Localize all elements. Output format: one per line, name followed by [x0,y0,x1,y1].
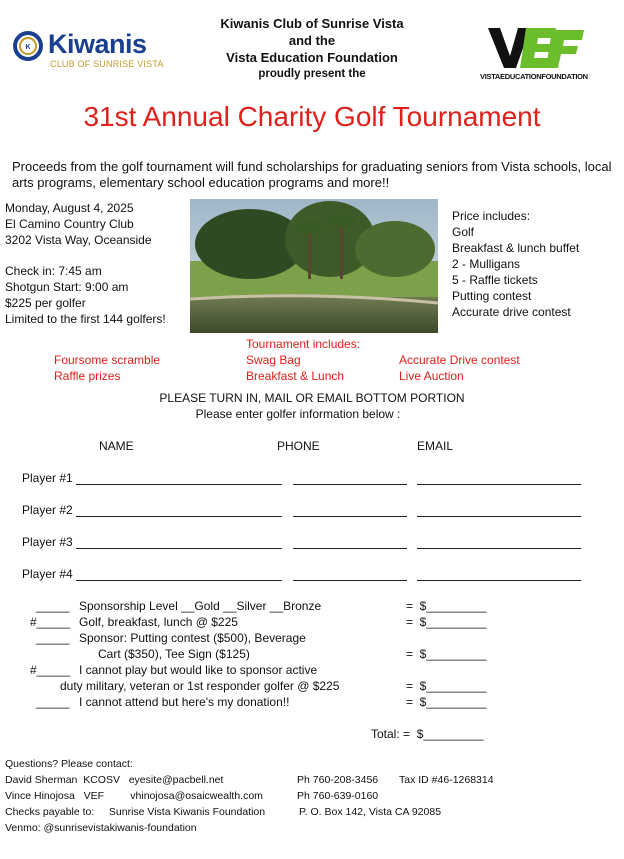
player-name-field[interactable] [76,548,282,549]
header-line-3: Vista Education Foundation [226,50,398,65]
player-label: Player #1 [22,471,73,485]
price-item: 5 - Raffle tickets [452,273,538,287]
enter-info-instructions: Please enter golfer information below : [195,407,401,421]
tournament-item: Live Auction [399,369,464,383]
price-item: Golf [452,225,475,239]
price-item: Breakfast & lunch buffet [452,241,580,255]
tournament-item: Swag Bag [246,353,301,367]
player-name-field[interactable] [76,516,282,517]
event-venue: El Camino Country Club [5,217,134,231]
tournament-item: Breakfast & Lunch [246,369,345,383]
option-amount[interactable]: = $_________ [406,679,487,693]
column-name: NAME [99,439,134,453]
vef-logo [478,26,596,86]
page-title: 31st Annual Charity Golf Tournament [83,101,541,132]
intro-text: Proceeds from the golf tournament will fund scholarships for graduating seniors from Vista schools, local arts programs, elementary school education programs and more!! [12,159,612,190]
option-text: Cart ($350), Tee Sign ($125) [98,647,250,661]
player-email-field[interactable] [417,580,581,581]
header-line-2: and the [288,33,336,48]
event-shotgun: Shotgun Start: 9:00 am [5,280,129,294]
option-text: Sponsor: Putting contest ($500), Beverage [79,631,306,645]
tournament-item: Foursome scramble [54,353,161,367]
option-text: duty military, veteran or 1st responder golfer @ $225 [60,679,340,693]
event-limit: Limited to the first 144 golfers! [5,312,166,326]
option-amount[interactable]: = $_________ [406,599,487,613]
kiwanis-logo [12,28,182,72]
golf-course-photo [190,199,438,333]
player-phone-field[interactable] [293,548,407,549]
player-email-field[interactable] [417,484,581,485]
vef-mark-icon [486,26,586,70]
mailing-address: P. O. Box 142, Vista CA 92085 [299,806,442,818]
player-phone-field[interactable] [293,516,407,517]
player-label: Player #2 [22,503,73,517]
option-prefix[interactable]: _____ [36,695,70,709]
tournament-item: Raffle prizes [54,369,121,383]
option-amount[interactable]: = $_________ [406,695,487,709]
price-item: Putting contest [452,289,532,303]
option-prefix[interactable]: _____ [36,631,70,645]
player-name-field[interactable] [76,580,282,581]
price-item: 2 - Mulligans [452,257,521,271]
header-line-1: Kiwanis Club of Sunrise Vista [220,16,404,31]
svg-text:K: K [25,44,31,51]
checks-payable: Checks payable to: Sunrise Vista Kiwanis Foundation [5,806,266,818]
player-email-field[interactable] [417,516,581,517]
event-checkin: Check in: 7:45 am [5,264,102,278]
option-text: Golf, breakfast, lunch @ $225 [79,615,238,629]
column-email: EMAIL [417,439,454,453]
player-phone-field[interactable] [293,484,407,485]
price-item: Accurate drive contest [452,305,571,319]
option-prefix[interactable]: _____ [36,599,70,613]
contact-sherman-phone: Ph 760-208-3456 [297,774,379,786]
option-amount[interactable]: = $_________ [406,615,487,629]
player-phone-field[interactable] [293,580,407,581]
contact-heading: Questions? Please contact: [5,758,133,770]
price-includes-heading: Price includes: [452,209,531,223]
option-text: Sponsorship Level __Gold __Silver __Bronze [79,599,322,613]
contact-hinojosa-phone: Ph 760-639-0160 [297,790,379,802]
event-date: Monday, August 4, 2025 [5,201,134,215]
event-price: $225 per golfer [5,296,86,310]
kiwanis-club-name: CLUB OF SUNRISE VISTA [50,59,164,69]
option-text: I cannot play but would like to sponsor active [79,663,318,677]
player-label: Player #4 [22,567,73,581]
option-text: I cannot attend but here's my donation!! [79,695,290,709]
option-amount[interactable]: = $_________ [406,647,487,661]
player-email-field[interactable] [417,548,581,549]
total-amount[interactable]: Total: = $_________ [371,727,484,741]
venmo-handle: Venmo: @sunrisevistakiwanis-foundation [5,822,197,834]
turn-in-instructions: PLEASE TURN IN, MAIL OR EMAIL BOTTOM PORTION [159,391,465,405]
player-label: Player #3 [22,535,73,549]
header-line-4: proudly present the [258,68,366,80]
tournament-heading: Tournament includes: [246,337,361,351]
option-prefix[interactable]: #_____ [30,615,71,629]
tournament-item: Accurate Drive contest [399,353,520,367]
column-phone: PHONE [277,439,320,453]
contact-sherman: David Sherman KCOSV eyesite@pacbell.net [5,774,224,786]
tax-id: Tax ID #46-1268314 [399,774,494,786]
kiwanis-wordmark: Kiwanis [48,29,147,59]
kiwanis-seal-icon [12,30,44,62]
vef-caption: VISTAEDUCATIONFOUNDATION [480,72,588,81]
option-prefix[interactable]: #_____ [30,663,71,677]
event-address: 3202 Vista Way, Oceanside [5,233,152,247]
player-name-field[interactable] [76,484,282,485]
contact-hinojosa: Vince Hinojosa VEF vhinojosa@osaicwealth.com [5,790,263,802]
